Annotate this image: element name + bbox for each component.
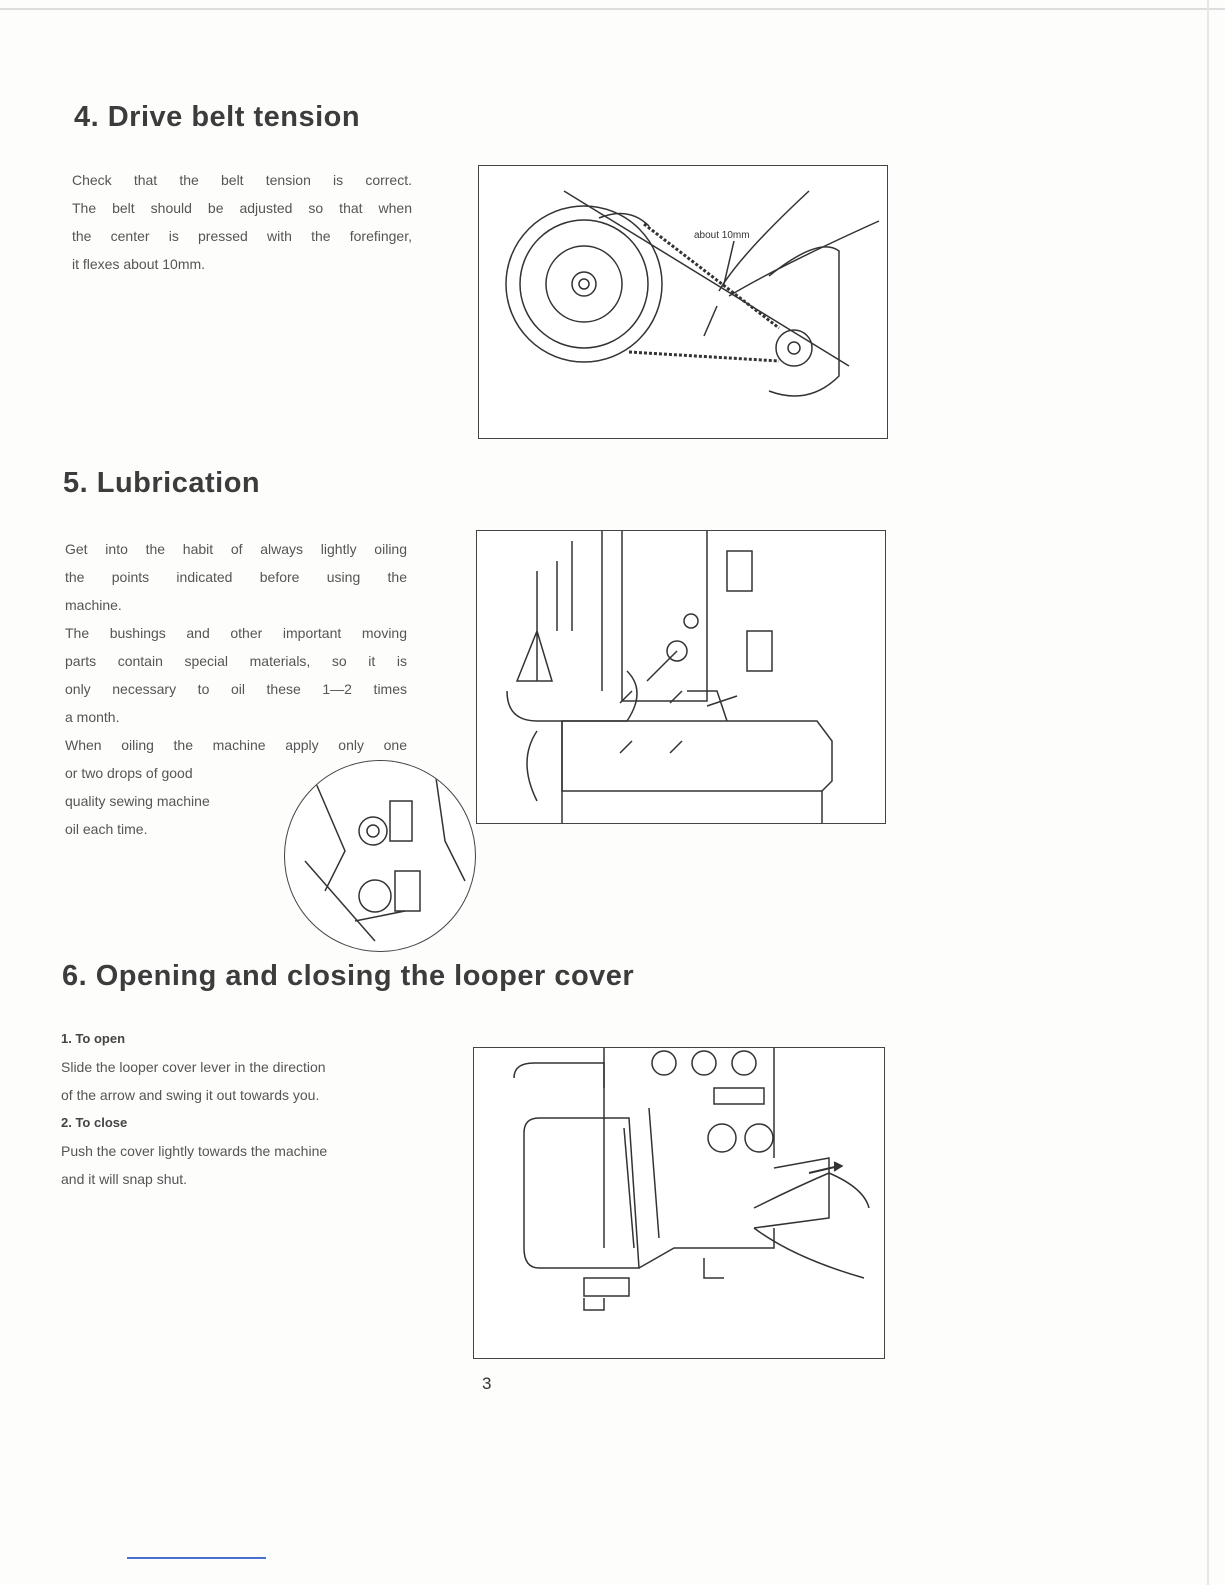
text-line: the points indicated before using the xyxy=(65,569,407,585)
drive-belt-text xyxy=(72,166,412,278)
text-line: or two drops of good xyxy=(65,765,193,781)
scan-artifact-line xyxy=(127,1557,266,1559)
text-line: oil each time. xyxy=(65,821,148,837)
drive-belt-illustration xyxy=(479,166,887,438)
heading-drive-belt-tension: 4. Drive belt tension xyxy=(74,101,361,133)
text-line: it flexes about 10mm. xyxy=(72,256,206,272)
text-line: a month. xyxy=(65,709,120,725)
text-line: parts contain special materials, so it is xyxy=(65,653,407,669)
lubrication-illustration xyxy=(477,531,885,823)
text-line: machine. xyxy=(65,597,122,613)
text-line: and it will snap shut. xyxy=(61,1171,188,1187)
figure-lubrication-detail xyxy=(284,760,476,952)
step-title-open: 1. To open xyxy=(61,1031,126,1046)
text-line: only necessary to oil these 1—2 times xyxy=(65,681,407,697)
looper-cover-text xyxy=(61,1025,406,1193)
text-line: Check that the belt tension is correct. xyxy=(72,172,412,188)
scan-edge xyxy=(0,8,1225,10)
text-line: Get into the habit of always lightly oiling xyxy=(65,541,407,557)
heading-looper-cover: 6. Opening and closing the looper cover xyxy=(62,960,635,992)
figure-drive-belt xyxy=(478,165,888,439)
text-line: When oiling the machine apply only one xyxy=(65,737,407,753)
looper-cover-illustration xyxy=(474,1048,884,1358)
figure-lubrication xyxy=(476,530,886,824)
text-line: The bushings and other important moving xyxy=(65,625,407,641)
text-line: Push the cover lightly towards the machine xyxy=(61,1143,328,1159)
page-edge xyxy=(1207,0,1209,1585)
text-line: the center is pressed with the forefinger, xyxy=(72,228,412,244)
figure-label-about-10mm: about 10mm xyxy=(694,230,750,241)
text-line: quality sewing machine xyxy=(65,793,210,809)
text-line: of the arrow and swing it out towards you. xyxy=(61,1087,320,1103)
text-line: Slide the looper cover lever in the direction xyxy=(61,1059,326,1075)
text-line: The belt should be adjusted so that when xyxy=(72,200,412,216)
oiling-points-illustration xyxy=(285,761,475,951)
figure-looper-cover xyxy=(473,1047,885,1359)
heading-lubrication: 5. Lubrication xyxy=(63,467,261,499)
page-number: 3 xyxy=(482,1374,492,1393)
step-title-close: 2. To close xyxy=(61,1115,128,1130)
